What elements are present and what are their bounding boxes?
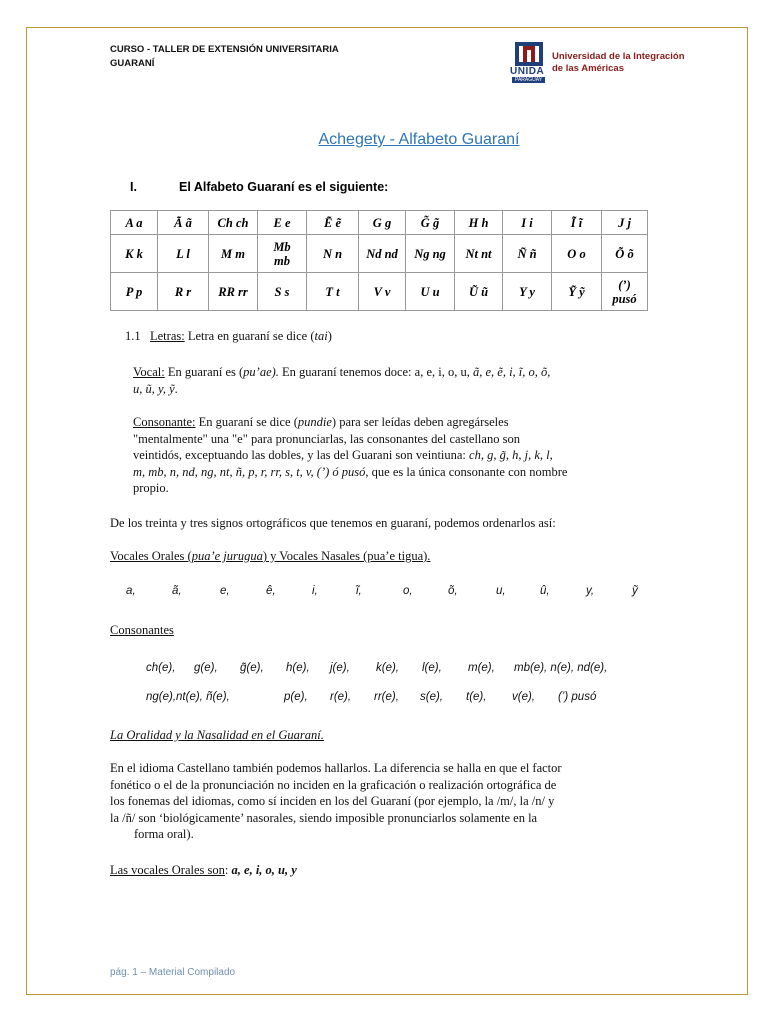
consonante-line-2: "mentalmente" una "e" para pronunciarlas, las consonantes del castellano son [133,431,520,446]
letras-text: Letra en guaraní se dice ( [184,329,315,343]
vowel-item: u, [496,585,506,597]
consonant-item: r(e), [330,691,352,703]
table-cell: Ã ã [158,211,209,235]
vowel-item: i, [312,585,318,597]
table-cell: O o [552,235,602,273]
letras-close: ) [327,329,332,343]
consonante-line-1 [133,414,658,431]
vowel-item: û, [540,585,550,597]
vocal-paragraph [133,364,658,397]
consonante-list-2: m, mb, n, nd, ng, nt, ñ, p, r, rr, s, t, v, (’) ó pusó [133,464,366,479]
section-title: El Alfabeto Guaraní es el siguiente: [179,180,389,194]
vowel-item: ã, [172,585,182,597]
vowel-item: õ, [448,585,458,597]
university-name [552,51,685,75]
consonant-item: ng(e),nt(e), ñ(e), [146,691,230,703]
table-cell: Y y [503,273,552,311]
logo-sub: PARAGUAY [512,77,545,83]
table-cell: G g [359,211,406,235]
vocal-word: pu’ae). [243,365,279,379]
oralidad-line: los fonemas del idiomas, como sí inciden en los del Guaraní (por ejemplo, la /m/, la /n/ y [110,794,555,808]
consonant-item: m(e), [468,662,495,674]
table-cell: Ẽ ẽ [307,211,359,235]
table-cell: Nt nt [455,235,503,273]
vowel-item: ỹ [632,585,638,597]
table-row [111,211,648,235]
intro-text: De los treinta y tres signos ortográficos que tenemos en guaraní, podemos ordenarlos así: [110,516,556,530]
consonant-item: rr(e), [374,691,399,703]
table-cell: J j [602,211,648,235]
consonant-item: ch(e), [146,662,176,674]
table-cell: T t [307,273,359,311]
orales-colon: : [224,863,232,877]
vowel-item: a, [126,585,136,597]
table-cell: S s [258,273,307,311]
table-cell: Ỹ ỹ [552,273,602,311]
letras-label: Letras: [150,329,185,343]
vocal-list: ã, e, ẽ, i, ĩ, o, õ, [472,365,551,379]
course-line-2: GUARANÍ [110,58,155,69]
page-footer: pág. 1 – Material Compilado [110,967,236,978]
table-cell: Ñ ñ [503,235,552,273]
consonante-text-4: , que es la única consonante con nombre [365,464,568,479]
consonante-label: Consonante: [133,415,196,429]
consonante-text-1: En guaraní se dice ( [195,415,298,429]
vocales-heading [110,548,430,565]
vowel-item: o, [403,585,413,597]
table-row [111,235,648,273]
page-title: Achegety - Alfabeto Guaraní [318,131,520,148]
course-line-1: CURSO - TALLER DE EXTENSIÓN UNIVERSITARIA [110,44,339,55]
consonante-line-3 [133,447,658,464]
table-cell: Õ õ [602,235,648,273]
vocal-end: . [174,381,178,396]
section-number: I. [130,180,137,194]
vocal-label: Vocal: [133,365,165,379]
vocal-text-1: En guaraní es ( [164,365,244,379]
oralidad-line: la /ñ/ son ‘biológicamente’ nasorales, siendo imposible pronunciarlos solamente en la [110,810,538,825]
orales-label: Las vocales Orales son [110,863,225,877]
table-cell: Ng ng [406,235,455,273]
table-cell: I i [503,211,552,235]
table-cell: N n [307,235,359,273]
consonant-item: (’) pusó [558,691,597,703]
table-cell: A a [111,211,158,235]
consonant-item: k(e), [376,662,399,674]
vowel-item: y, [586,585,595,597]
table-cell: U u [406,273,455,311]
consonante-list-1: ch, g, g̃, h, j, k, l, [469,448,553,462]
university-line-1: Universidad de la Integración [552,51,685,62]
oralidad-heading: La Oralidad y la Nasalidad en el Guaraní. [110,728,324,742]
consonante-text-2: ) para ser leídas deben agregárseles [331,415,509,429]
table-cell: G̃ g̃ [406,211,455,235]
consonant-item: l(e), [422,662,442,674]
consonant-item: g̃(e), [240,662,264,674]
oralidad-line: En el idioma Castellano también podemos hallarlos. La diferencia se halla en que el factor [110,761,562,775]
table-cell: V v [359,273,406,311]
letras-line [125,328,332,345]
consonant-item: t(e), [466,691,487,703]
table-row [111,273,648,311]
vocales-heading-end: . [427,549,431,563]
consonant-item: mb(e), n(e), nd(e), [514,662,608,674]
table-cell: L l [158,235,209,273]
course-header [110,43,339,71]
table-cell: Ũ ũ [455,273,503,311]
consonante-line-5: propio. [133,481,169,495]
vocal-text-2: En guaraní tenemos doce: a, e, i, o, u, [278,365,473,379]
table-cell: R r [158,273,209,311]
oralidad-paragraph [110,760,658,843]
table-cell: RR rr [209,273,258,311]
table-cell: Ĩ ĩ [552,211,602,235]
vowel-item: e, [220,585,230,597]
orales-line [110,862,297,879]
letras-word: tai [314,329,328,343]
logo-short: UNIDA [510,66,545,77]
orales-list: a, e, i, o, u, y [231,863,297,877]
consonant-item: g(e), [194,662,218,674]
consonant-item: p(e), [284,691,308,703]
consonant-item: s(e), [420,691,443,703]
consonante-word: pundie [297,415,332,429]
alphabet-table [110,210,648,311]
consonant-item: v(e), [512,691,535,703]
table-cell: H h [455,211,503,235]
table-cell: Nd nd [359,235,406,273]
oralidad-line: forma oral). [134,827,194,841]
vocal-line-2 [133,381,658,398]
consonante-text-3: veintidós, exceptuando las dobles, y las del Guarani son veintiuna: [133,448,470,462]
table-cell: M m [209,235,258,273]
letras-number: 1.1 [125,329,141,343]
vocales-heading-text-1: Vocales Orales ( [110,549,192,563]
consonantes-heading: Consonantes [110,623,174,637]
page-border [26,27,748,995]
table-cell: Mb mb [258,235,307,273]
table-cell: E e [258,211,307,235]
consonante-line-4 [133,464,658,481]
consonante-paragraph [133,414,658,497]
vowel-item: ĩ, [356,585,362,597]
vocal-list-2: u, ũ, y, ỹ [133,381,175,396]
oralidad-line: fonético o el de la pronunciación no inciden en la graficación o realización ortográfica de [110,777,557,792]
table-cell: (’) pusó [602,273,648,311]
table-cell: Ch ch [209,211,258,235]
table-cell: P p [111,273,158,311]
vocales-heading-text-2: ) y Vocales Nasales (pua’e tigua) [262,549,428,563]
table-cell: K k [111,235,158,273]
consonant-item: j(e), [330,662,350,674]
vocal-line-1 [133,364,658,381]
vocales-heading-word: pua’e jurugua [191,549,263,563]
consonant-item: h(e), [286,662,310,674]
vowel-item: ê, [266,585,276,597]
university-line-2: de las Américas [552,63,624,74]
